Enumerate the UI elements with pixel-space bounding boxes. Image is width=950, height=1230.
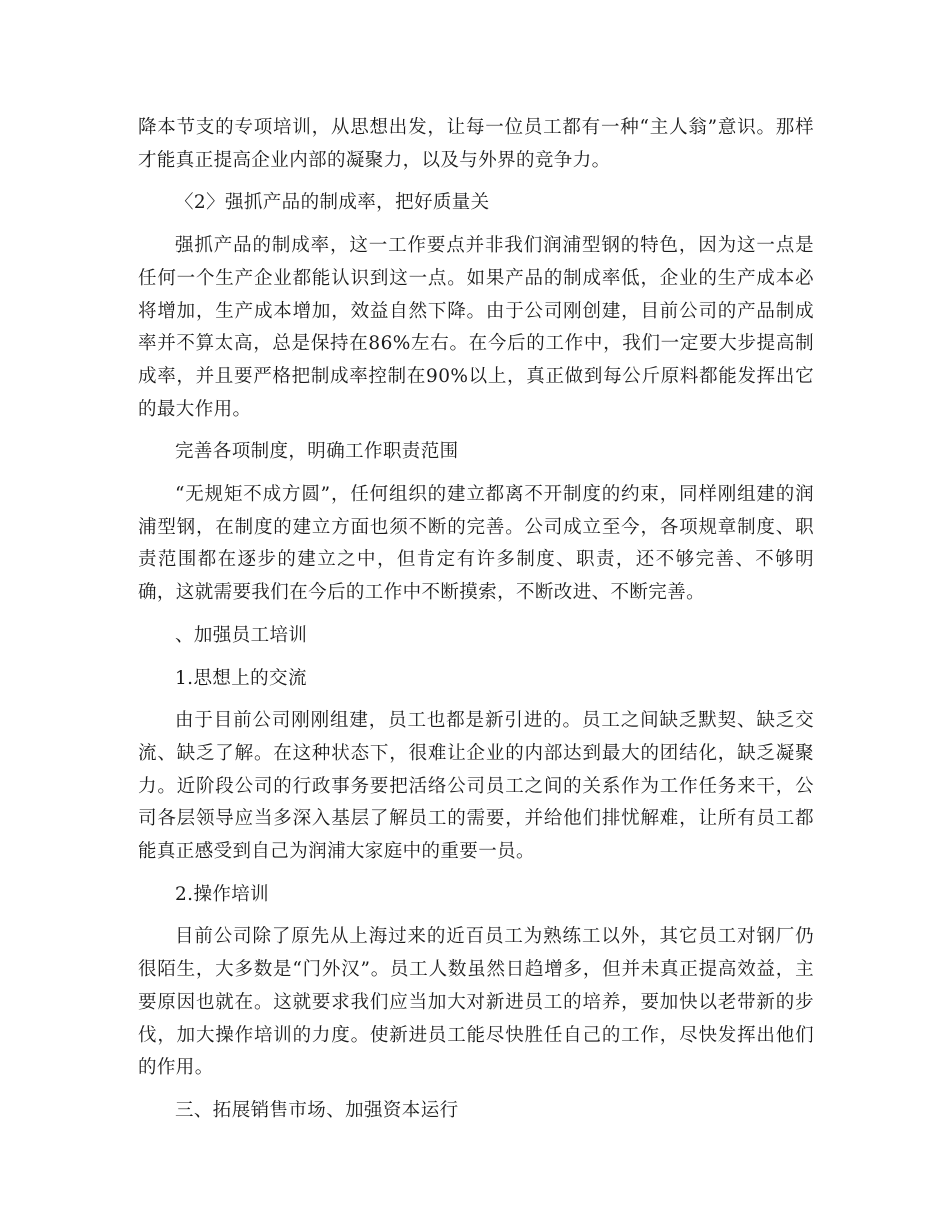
heading-communication: 1.思想上的交流 — [175, 667, 307, 689]
heading-product-yield: 〈2〉强抓产品的制成率，把好质量关 — [175, 192, 490, 214]
paragraph-cost-training: 降本节支的专项培训，从思想出发，让每一位员工都有一种“主人翁”意识。那样才能真正提高企业内部的凝聚力，以及与外界的竞争力。 — [138, 117, 814, 171]
heading-systems: 完善各项制度，明确工作职责范围 — [175, 441, 459, 463]
paragraph-systems: “无规矩不成方圆”，任何组织的建立都离不开制度的约束，同样刚组建的润浦型钢，在制度的建立方面也须不断的完善。公司成立至今，各项规章制度、职责范围都在逐步的建立之中，但肯定有许多制度、职责，还不够完善、不够明确，这就需要我们在今后的工作中不断摸索，不断改进、不断完善。 — [138, 484, 814, 604]
paragraph-product-yield: 强抓产品的制成率，这一工作要点并非我们润浦型钢的特色，因为这一点是任何一个生产企业都能认识到这一点。如果产品的制成率低，企业的生产成本必将增加，生产成本增加，效益自然下降。由于公司刚创建，目前公司的产品制成率并不算太高，总是保持在86%左右。在今后的工作中，我们一定要大步提高制成率，并且要严格把制成率控制在90%以上，真正做到每公斤原料都能发挥出它的最大作用。 — [138, 235, 814, 420]
heading-sales-market: 三、拓展销售市场、加强资本运行 — [175, 1099, 459, 1121]
paragraph-operation-training: 目前公司除了原先从上海过来的近百员工为熟练工以外，其它员工对钢厂仍很陌生，大多数是“门外汉”。员工人数虽然日趋增多，但并未真正提高效益，主要原因也就在。这就要求我们应当加大对新进员工的培养，要加快以老带新的步伐，加大操作培训的力度。使新进员工能尽快胜任自己的工作，尽快发挥出他们的作用。 — [138, 926, 814, 1079]
heading-operation-training: 2.操作培训 — [175, 883, 270, 905]
document-body — [138, 112, 814, 1138]
paragraph-communication: 由于目前公司刚刚组建，员工也都是新引进的。员工之间缺乏默契、缺乏交流、缺乏了解。在这种状态下，很难让企业的内部达到最大的团结化，缺乏凝聚力。近阶段公司的行政事务要把活络公司员工之间的关系作为工作任务来干，公司各层领导应当多深入基层了解员工的需要，并给他们排忧解难，让所有员工都能真正感受到自己为润浦大家庭中的重要一员。 — [138, 710, 814, 863]
heading-staff-training: 、加强员工培训 — [175, 624, 308, 646]
